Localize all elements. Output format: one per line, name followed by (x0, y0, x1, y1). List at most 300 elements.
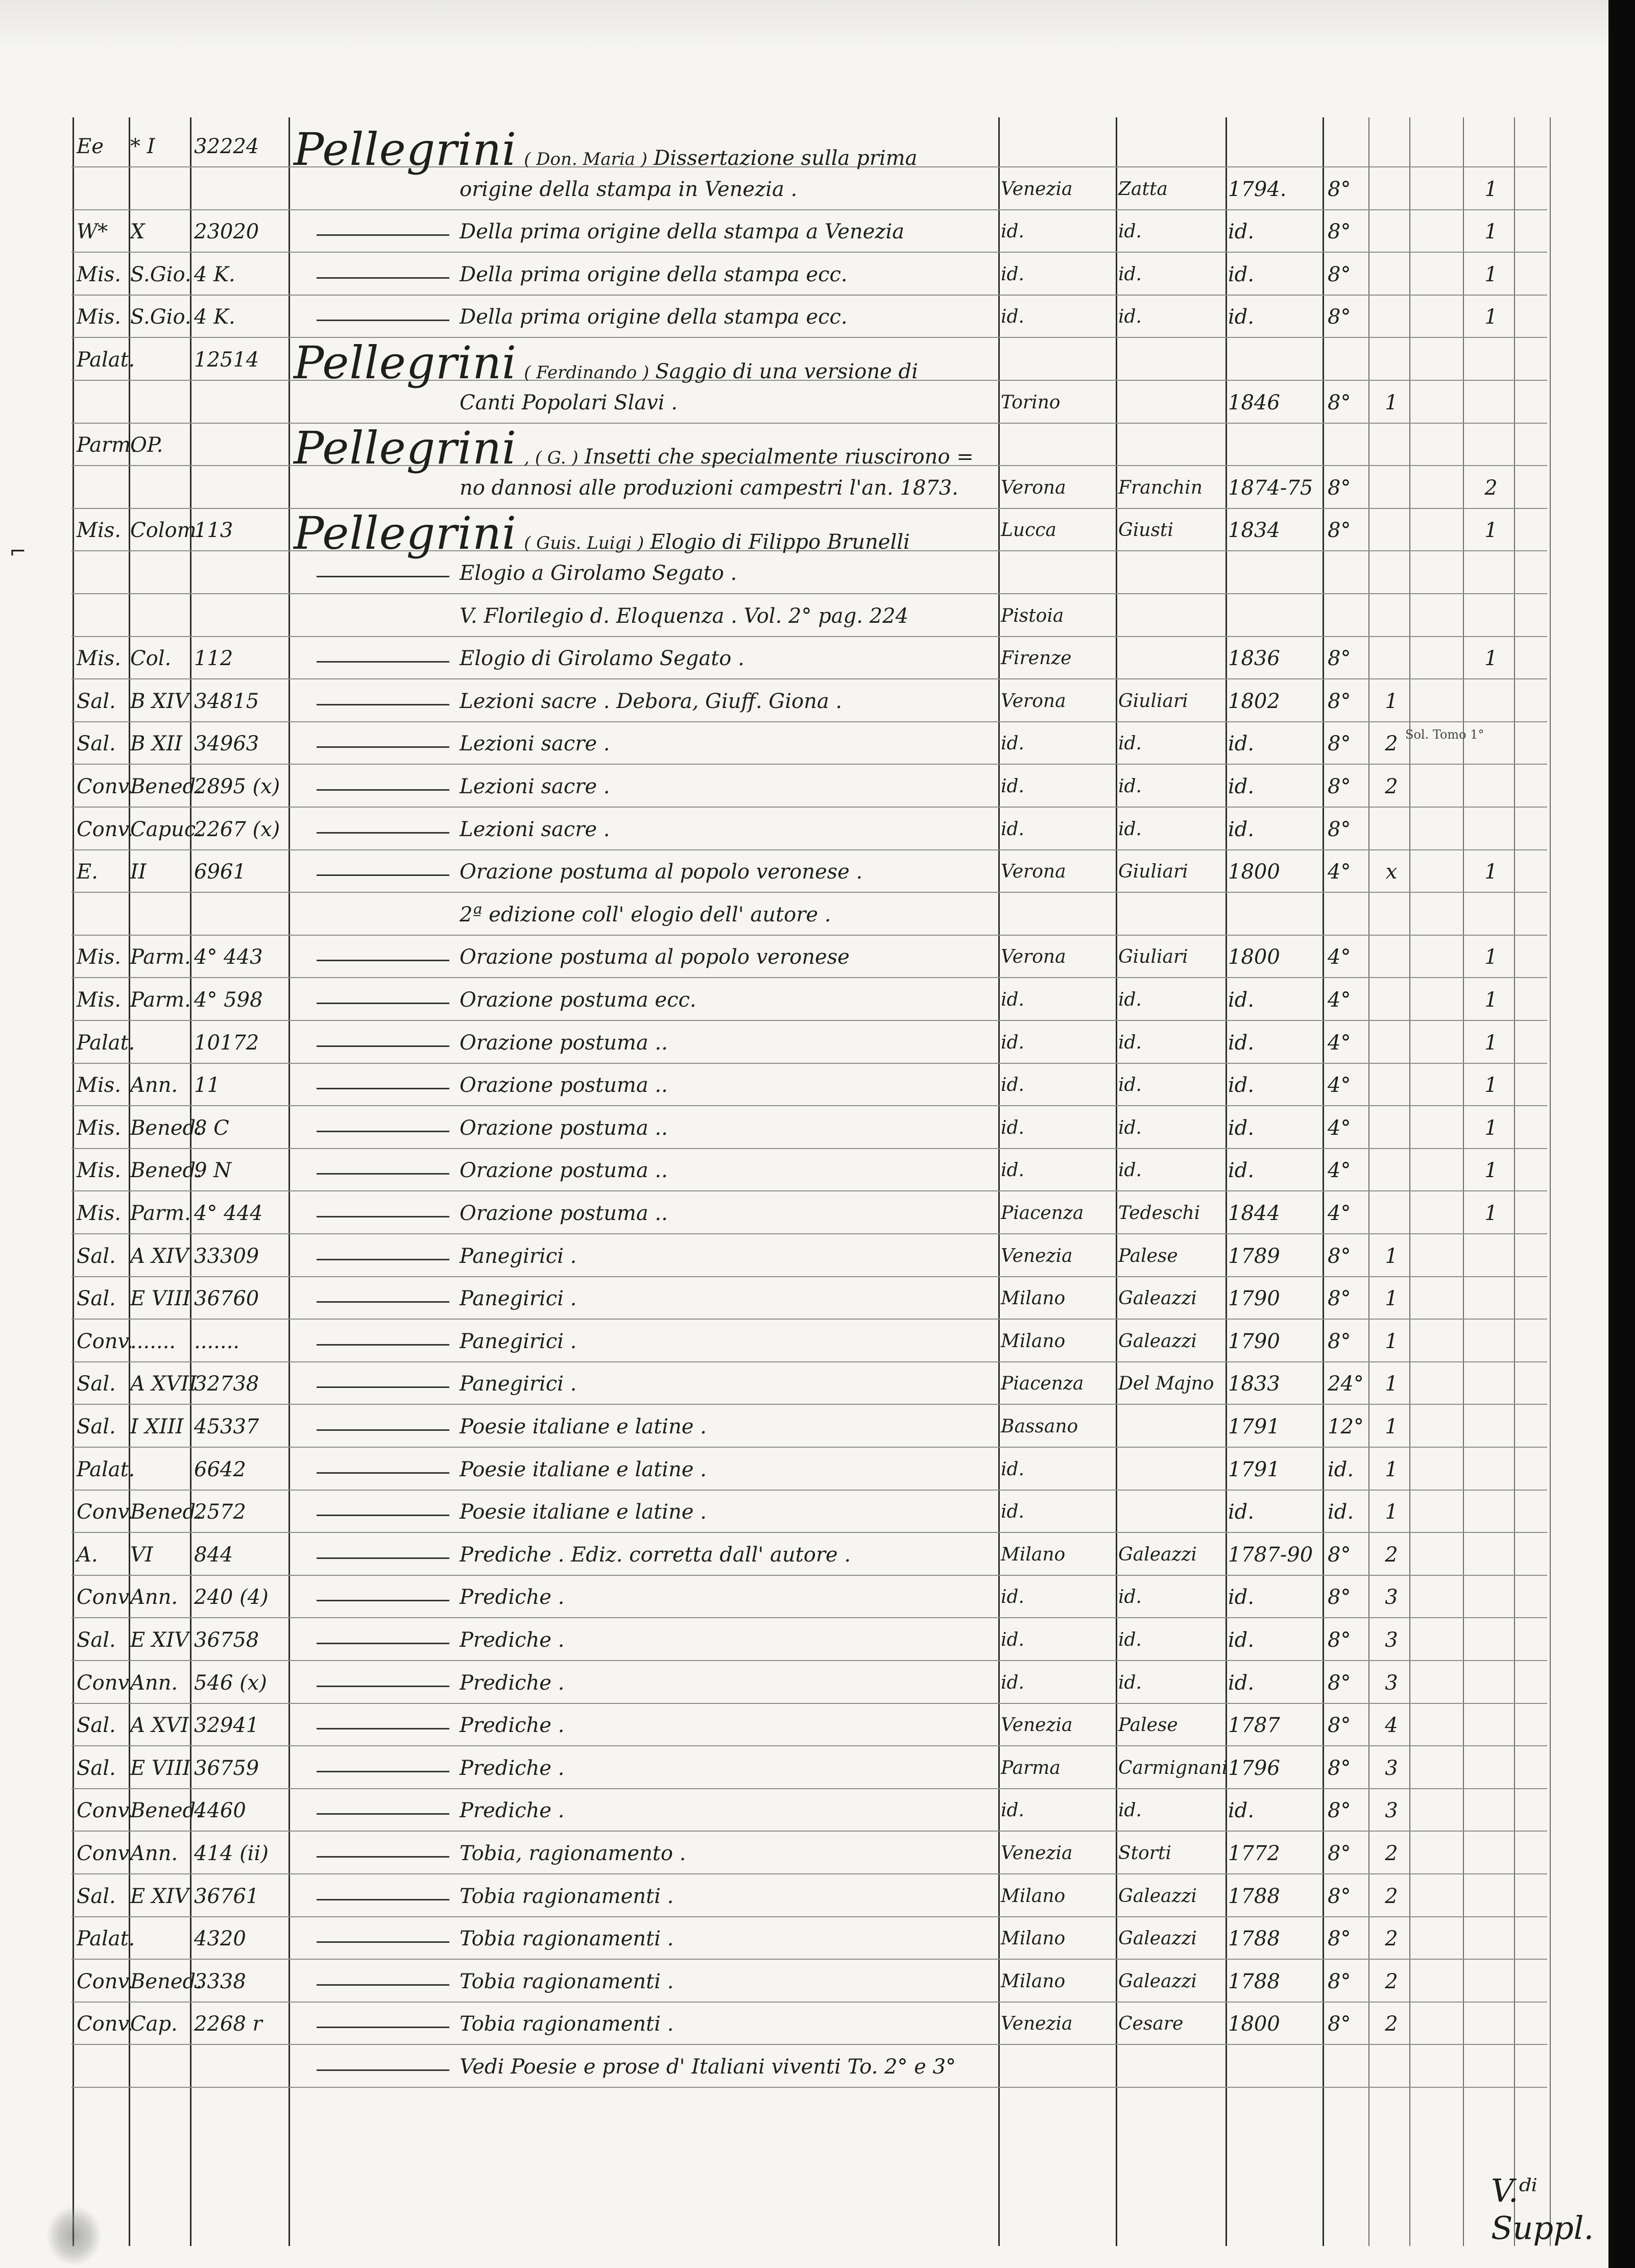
entry-title: Prediche . (460, 1671, 565, 1695)
volumes-col-1 (1374, 1108, 1409, 1148)
ditto-dash (317, 704, 449, 705)
volumes-col-2 (1425, 1279, 1460, 1319)
place-of-publication: Parma (1001, 1757, 1061, 1778)
entry-title: Orazione postuma .. (460, 1031, 668, 1055)
volumes-col-1 (1374, 127, 1409, 166)
shelf-number: 414 (ii) (194, 1842, 269, 1865)
volumes-col-1: 2 (1385, 1969, 1398, 1993)
volumes-col-1 (1374, 340, 1409, 380)
collection-code: Ee (77, 135, 104, 158)
year: id. (1228, 988, 1255, 1012)
volumes-col-2 (1425, 1236, 1460, 1276)
collection-code: Sal. (77, 1372, 116, 1396)
format: 8° (1328, 1842, 1351, 1865)
volumes-col-2 (1425, 1577, 1460, 1617)
place-of-publication: Verona (1001, 861, 1066, 883)
publisher (1118, 383, 1228, 423)
catalog-row (0, 297, 1608, 337)
catalog-row (0, 1791, 1608, 1831)
place-of-publication: Milano (1001, 1330, 1066, 1352)
volumes-col-1: 1 (1385, 1457, 1398, 1481)
place-of-publication: id. (1001, 263, 1025, 285)
shelf-number (194, 596, 288, 636)
entry-title: Lezioni sacre . (460, 775, 610, 798)
catalog-row (0, 980, 1608, 1020)
volumes-col-3 (1471, 596, 1511, 636)
row-rule (71, 636, 1547, 637)
volumes-col-3: 1 (1484, 860, 1498, 884)
catalog-row (0, 1065, 1608, 1105)
year: 1836 (1228, 647, 1280, 671)
volumes-col-2 (1425, 1962, 1460, 2002)
shelf-number: 36758 (194, 1628, 259, 1652)
format: 12° (1328, 1415, 1364, 1438)
collection-code: Mis. (77, 945, 121, 969)
place-of-publication: Pistoia (1001, 605, 1064, 626)
format: 8° (1328, 647, 1351, 671)
entry-title: Orazione postuma .. (460, 1074, 668, 1098)
volumes-col-1 (1374, 937, 1409, 977)
row-rule (71, 1916, 1547, 1917)
volumes-col-2 (1425, 596, 1460, 636)
year: id. (1228, 305, 1255, 329)
catalog-row (0, 1705, 1608, 1745)
shelf-number: 240 (4) (194, 1586, 269, 1609)
collection-code: Sal. (77, 1287, 116, 1311)
scan-right-edge (1608, 0, 1635, 2268)
year: id. (1228, 775, 1255, 798)
scan-smudge (46, 2205, 102, 2266)
year: id. (1228, 1031, 1255, 1055)
format: 8° (1328, 1329, 1351, 1353)
publisher (1118, 639, 1228, 678)
year: 1874-75 (1228, 476, 1313, 500)
entry-title: Dissertazione sulla prima (653, 147, 918, 170)
catalog-row (0, 336, 1608, 389)
volumes-col-3: 1 (1484, 945, 1498, 969)
entry-title: Saggio di una versione di (655, 360, 918, 383)
volumes-col-1: 2 (1385, 775, 1398, 798)
volumes-col-2 (1425, 425, 1460, 465)
volumes-col-1: 3 (1385, 1671, 1398, 1695)
ditto-dash (317, 1686, 449, 1687)
section-code: Ann. (130, 1586, 178, 1609)
section-code: ....... (130, 1329, 176, 1353)
catalog-row (0, 1023, 1608, 1063)
place-of-publication: id. (1001, 1160, 1025, 1181)
place-of-publication: id. (1001, 989, 1025, 1010)
row-rule (71, 1404, 1547, 1405)
shelf-number (194, 2047, 288, 2087)
volumes-col-1: 2 (1385, 1842, 1398, 1865)
section-code: E XIV (130, 1628, 189, 1652)
entry-title: Elogio di Girolamo Segato . (460, 647, 744, 671)
volumes-col-3: 1 (1484, 220, 1498, 244)
volumes-col-2 (1425, 681, 1460, 721)
place-of-publication: Venezia (1001, 178, 1073, 200)
place-of-publication: id. (1001, 818, 1025, 840)
volumes-col-1: x (1385, 860, 1398, 884)
publisher (1118, 340, 1228, 380)
publisher: Galeazzi (1118, 1885, 1197, 1907)
year (1228, 596, 1320, 636)
publisher: Palese (1118, 1245, 1178, 1266)
shelf-number: 4° 598 (194, 988, 263, 1012)
section-code: I XIII (130, 1415, 184, 1438)
entry-title: Elogio di Filippo Brunelli (650, 530, 910, 554)
row-rule (71, 1831, 1547, 1832)
row-rule (71, 2044, 1547, 2045)
volumes-col-1 (1374, 810, 1409, 849)
shelf-number: 844 (194, 1543, 233, 1567)
volumes-col-1 (1374, 212, 1409, 252)
format: 24° (1328, 1372, 1364, 1396)
year: 1787 (1228, 1714, 1280, 1738)
section-code (130, 895, 191, 935)
section-code: Parm. (130, 988, 191, 1012)
year: 1789 (1228, 1244, 1280, 1268)
publisher: id. (1118, 306, 1142, 328)
publisher: id. (1118, 1629, 1142, 1650)
catalog-row (0, 724, 1608, 764)
volumes-col-3 (1471, 1450, 1511, 1490)
volumes-col-3 (1471, 1620, 1511, 1660)
year: id. (1228, 1586, 1255, 1609)
catalog-row (0, 767, 1608, 807)
year: 1788 (1228, 1884, 1280, 1908)
publisher (1118, 1407, 1228, 1447)
volumes-col-3: 1 (1484, 177, 1498, 201)
volumes-col-3 (1471, 1748, 1511, 1788)
collection-code: Mis. (77, 1159, 121, 1183)
volumes-col-1 (1374, 297, 1409, 337)
year (1228, 553, 1320, 593)
catalog-row (0, 1322, 1608, 1361)
author-surname: Pellegrini (294, 422, 517, 475)
shelf-number: 8 C (194, 1116, 229, 1140)
entry-title: Orazione postuma .. (460, 1159, 668, 1183)
row-rule (71, 1575, 1547, 1576)
format: 8° (1328, 1927, 1351, 1951)
format: 8° (1328, 1244, 1351, 1268)
shelf-number: 32738 (194, 1372, 259, 1396)
row-rule (71, 1063, 1547, 1064)
volumes-col-1 (1374, 425, 1409, 465)
publisher: Galeazzi (1118, 1928, 1197, 1949)
section-code: Col. (130, 647, 172, 671)
catalog-row (0, 810, 1608, 849)
volumes-col-2 (1425, 1108, 1460, 1148)
volumes-col-1 (1374, 1151, 1409, 1190)
year (1228, 127, 1320, 166)
shelf-number: 6642 (194, 1457, 246, 1481)
author-forename: ( Don. Maria ) (524, 149, 647, 169)
collection-code: Sal. (77, 1884, 116, 1908)
entry-title: Vedi Poesie e prose d' Italiani viventi To. 2° e 3° (460, 2055, 956, 2079)
shelf-number: 45337 (194, 1415, 259, 1438)
row-rule (71, 209, 1547, 210)
volumes-col-3 (1471, 767, 1511, 807)
volumes-col-2 (1425, 1876, 1460, 1916)
volumes-col-2 (1425, 1407, 1460, 1447)
format: 8° (1328, 1543, 1351, 1567)
format: 4° (1328, 1031, 1351, 1055)
author-surname: Pellegrini (294, 507, 517, 560)
publisher (1118, 2047, 1228, 2087)
volumes-col-2 (1425, 1492, 1460, 1532)
publisher: Giuliari (1118, 946, 1188, 968)
entry-title: Della prima origine della stampa ecc. (460, 262, 848, 286)
format: 8° (1328, 519, 1351, 543)
row-rule (71, 1617, 1547, 1618)
year: 1794. (1228, 177, 1287, 201)
place-of-publication: id. (1001, 1117, 1025, 1138)
volumes-col-2 (1425, 980, 1460, 1020)
entry-title: Tobia ragionamenti . (460, 1884, 674, 1908)
volumes-col-2 (1425, 1791, 1460, 1831)
author-surname: Pellegrini (294, 336, 517, 389)
volumes-col-1: 1 (1385, 1500, 1398, 1524)
shelf-number (194, 169, 288, 209)
volumes-col-2 (1425, 810, 1460, 849)
volumes-col-1: 2 (1385, 1884, 1398, 1908)
publisher: id. (1118, 1075, 1142, 1096)
publisher: Galeazzi (1118, 1970, 1197, 1992)
volumes-col-3: 1 (1484, 1116, 1498, 1140)
section-code: S.Gio. (130, 305, 191, 329)
shelf-number: 4320 (194, 1927, 246, 1951)
publisher: id. (1118, 1117, 1142, 1138)
author-heading (294, 422, 996, 475)
place-of-publication: id. (1001, 221, 1025, 242)
volumes-col-2 (1425, 2047, 1460, 2087)
entry-title: Prediche . (460, 1756, 565, 1780)
section-code: Bened. (130, 1116, 202, 1140)
collection-code (77, 553, 128, 593)
format: 8° (1328, 220, 1351, 244)
place-of-publication: id. (1001, 1672, 1025, 1693)
volumes-col-3: 1 (1484, 262, 1498, 286)
place-of-publication: Verona (1001, 690, 1066, 712)
catalog-row (0, 383, 1608, 423)
section-code: Bened. (130, 775, 202, 798)
volumes-col-1 (1374, 895, 1409, 935)
place-of-publication: Torino (1001, 392, 1061, 413)
catalog-row (0, 1108, 1608, 1148)
entry-title: V. Florilegio d. Eloquenza . Vol. 2° pag. 224 (460, 604, 909, 628)
row-rule (71, 337, 1547, 338)
row-rule (71, 764, 1547, 765)
entry-title: Prediche . (460, 1714, 565, 1738)
publisher (1118, 425, 1228, 465)
volumes-col-1: 1 (1385, 1329, 1398, 1353)
shelf-number: 12514 (194, 348, 259, 372)
place-of-publication (1001, 895, 1116, 935)
ditto-dash (317, 1515, 449, 1516)
place-of-publication: Milano (1001, 1928, 1066, 1949)
entry-title: Poesie italiane e latine . (460, 1500, 707, 1524)
year: id. (1228, 1628, 1255, 1652)
place-of-publication: Lucca (1001, 520, 1056, 541)
place-of-publication: Milano (1001, 1970, 1066, 1992)
year: 1791 (1228, 1415, 1280, 1438)
row-rule (71, 2002, 1547, 2003)
collection-code: A. (77, 1543, 98, 1567)
collection-code: Parm. (77, 433, 137, 457)
volumes-col-1 (1374, 596, 1409, 636)
volumes-col-1 (1374, 980, 1409, 1020)
volumes-col-3: 1 (1484, 305, 1498, 329)
catalog-row (0, 1577, 1608, 1617)
volumes-col-3: 1 (1484, 1031, 1498, 1055)
place-of-publication: id. (1001, 306, 1025, 328)
collection-code (77, 596, 128, 636)
volumes-col-1 (1374, 1023, 1409, 1063)
collection-code: Sal. (77, 1244, 116, 1268)
place-of-publication: Verona (1001, 477, 1066, 498)
publisher: Zatta (1118, 178, 1168, 200)
volumes-col-3 (1471, 1236, 1511, 1276)
ditto-dash (317, 1003, 449, 1004)
volumes-col-2 (1425, 1322, 1460, 1361)
row-rule (71, 1447, 1547, 1448)
section-code (130, 468, 191, 508)
ditto-dash (317, 746, 449, 748)
ditto-dash (317, 1259, 449, 1260)
publisher: id. (1118, 733, 1142, 754)
section-code: Colom. (130, 519, 203, 543)
ditto-dash (317, 1131, 449, 1132)
place-of-publication: Verona (1001, 946, 1066, 968)
publisher (1118, 596, 1228, 636)
collection-code: Mis. (77, 988, 121, 1012)
volumes-col-1 (1374, 639, 1409, 678)
collection-code: Conv. (77, 1969, 134, 1993)
place-of-publication (1001, 2047, 1116, 2087)
row-rule (71, 1490, 1547, 1491)
collection-code: Palat. (77, 1457, 135, 1481)
place-of-publication: Venezia (1001, 1843, 1073, 1864)
volumes-col-1: 1 (1385, 1287, 1398, 1311)
entry-title: Orazione postuma .. (460, 1202, 668, 1225)
format: 8° (1328, 1756, 1351, 1780)
section-code: II (130, 860, 147, 884)
volumes-col-3 (1471, 1407, 1511, 1447)
entry-title: Lezioni sacre . Debora, Giuff. Giona . (460, 689, 843, 713)
volumes-col-3 (1471, 1279, 1511, 1319)
catalog-row (0, 1236, 1608, 1276)
year (1228, 425, 1320, 465)
ditto-dash (317, 1557, 449, 1559)
ditto-dash (317, 789, 449, 791)
publisher: Galeazzi (1118, 1288, 1197, 1309)
volumes-col-3 (1471, 1577, 1511, 1617)
year: 1834 (1228, 519, 1280, 543)
collection-code: Palat. (77, 1927, 135, 1951)
catalog-row (0, 1151, 1608, 1190)
catalog-row (0, 639, 1608, 678)
place-of-publication: Milano (1001, 1885, 1066, 1907)
section-code: E VIII (130, 1287, 191, 1311)
publisher: Galeazzi (1118, 1330, 1197, 1352)
place-of-publication: Milano (1001, 1288, 1066, 1309)
volumes-col-1: 1 (1385, 1415, 1398, 1438)
ditto-dash (317, 1941, 449, 1943)
volumes-col-2 (1425, 1151, 1460, 1190)
ditto-dash (317, 1088, 449, 1089)
supplement-note: V.ᵈⁱ Suppl. (1491, 2172, 1594, 2247)
publisher (1118, 127, 1228, 166)
catalog-row (0, 1962, 1608, 2002)
format: 8° (1328, 1586, 1351, 1609)
catalog-row (0, 1834, 1608, 1873)
year: 1788 (1228, 1969, 1280, 1993)
publisher: Giusti (1118, 520, 1173, 541)
year: 1788 (1228, 1927, 1280, 1951)
row-rule (71, 1873, 1547, 1874)
catalog-row (0, 422, 1608, 475)
publisher (1118, 1492, 1228, 1532)
section-code: * I (130, 135, 155, 158)
volumes-col-3 (1471, 1876, 1511, 1916)
format: 4° (1328, 988, 1351, 1012)
row-rule (71, 423, 1547, 424)
publisher: Franchin (1118, 477, 1203, 498)
entry-title: Panegirici . (460, 1287, 577, 1311)
entry-title: Elogio a Girolamo Segato . (460, 562, 737, 585)
entry-title: Lezioni sacre . (460, 732, 610, 756)
year: 1787-90 (1228, 1543, 1313, 1567)
row-rule (71, 252, 1547, 253)
year: 1790 (1228, 1287, 1280, 1311)
collection-code: Sal. (77, 1756, 116, 1780)
shelf-number: 23020 (194, 220, 259, 244)
shelf-number: 2267 (x) (194, 817, 280, 841)
volumes-col-1: 2 (1385, 732, 1398, 756)
volumes-col-3 (1471, 340, 1511, 380)
year: id. (1228, 1671, 1255, 1695)
entry-title: Della prima origine della stampa a Venezia (460, 220, 905, 244)
section-code: E XIV (130, 1884, 189, 1908)
year: id. (1228, 262, 1255, 286)
catalog-row (0, 2004, 1608, 2044)
format: 4° (1328, 1202, 1351, 1225)
ditto-dash (317, 832, 449, 834)
catalog-row (0, 1620, 1608, 1660)
catalog-row (0, 1919, 1608, 1959)
collection-code: Palat. (77, 348, 135, 372)
place-of-publication: Venezia (1001, 1245, 1073, 1266)
ditto-dash (317, 1386, 449, 1388)
catalog-row (0, 895, 1608, 935)
publisher: Giuliari (1118, 861, 1188, 883)
volumes-col-2 (1425, 1364, 1460, 1404)
collection-code: Conv. (77, 1799, 134, 1823)
place-of-publication: id. (1001, 1629, 1025, 1650)
catalog-row (0, 1492, 1608, 1532)
volumes-col-1: 2 (1385, 1543, 1398, 1567)
row-rule (71, 1276, 1547, 1277)
ditto-dash (317, 1856, 449, 1858)
entry-title: Prediche . Ediz. corretta dall' autore . (460, 1543, 851, 1567)
volumes-col-3: 1 (1484, 519, 1498, 543)
year: 1846 (1228, 391, 1280, 414)
volumes-col-3 (1471, 1791, 1511, 1831)
catalog-row (0, 169, 1608, 209)
publisher: id. (1118, 776, 1142, 797)
entry-title: Orazione postuma .. (460, 1116, 668, 1140)
volumes-col-2 (1425, 1705, 1460, 1745)
